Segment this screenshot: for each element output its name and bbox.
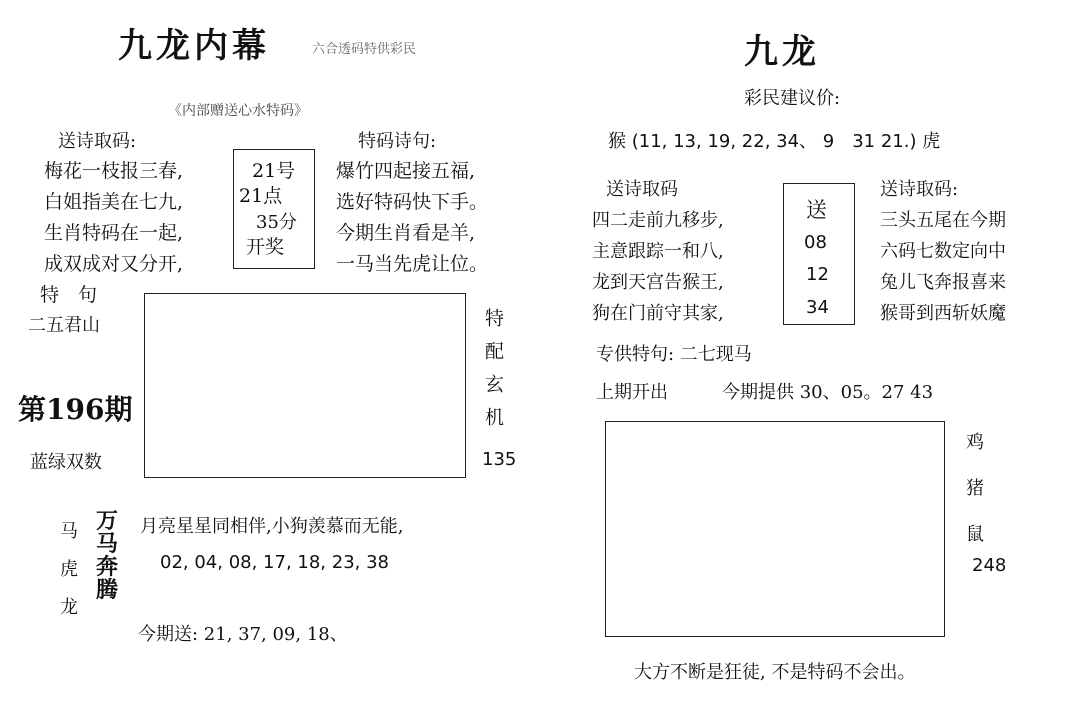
blue-green-label: 蓝绿双数 [30, 452, 102, 473]
box-line: 21点 [239, 185, 283, 207]
zodiac-item: 龙 [60, 597, 78, 618]
zodiac-item: 虎 [60, 559, 78, 580]
issue-number: 第196期 [18, 393, 133, 426]
poem-line: 今期生肖看是羊, [336, 222, 476, 244]
poem-line: 白姐指美在七九, [44, 191, 184, 213]
side-number: 135 [482, 449, 517, 470]
poem-line: 兔儿飞奔报喜来 [880, 272, 1006, 293]
send-line: 今期送: 21, 37, 09, 18、 [138, 624, 348, 645]
right-poem-left-label: 送诗取码 [606, 179, 678, 200]
zodiac-item: 鸡 [966, 432, 984, 453]
sketch-number: 04 [428, 307, 450, 327]
numbers-line: 02, 04, 08, 17, 18, 23, 38 [160, 552, 389, 573]
zodiac-item: 猪 [966, 478, 984, 499]
box-line: 送 [806, 198, 827, 222]
special-poem [336, 156, 488, 280]
wanma-label: 万马奔腾 [96, 508, 119, 603]
draw-time-box [233, 149, 315, 269]
zodiac-side-column [966, 420, 984, 558]
zodiac-column [60, 513, 78, 627]
poem-line: 生肖特码在一起, [44, 222, 184, 244]
poem-line: 龙到天宫告猴王, [592, 272, 724, 293]
monkey-line [608, 127, 940, 153]
poem-line: 六码七数定向中 [880, 241, 1006, 262]
box-line: 35分 [256, 212, 297, 233]
poem-line: 狗在门前守其家, [592, 303, 724, 324]
last-issue-label: 上期开出 [596, 382, 668, 403]
box-line: 开奖 [246, 236, 285, 258]
box-line: 08 [804, 232, 827, 253]
poem-line: 爆竹四起接五福, [336, 160, 476, 182]
right-poem-left [592, 205, 724, 329]
this-issue-line: 今期提供 30、05。27 43 [722, 382, 934, 403]
price-label: 彩民建议价: [744, 88, 841, 109]
side-vertical-label: 特配玄机 [482, 308, 504, 440]
left-title: 九龙内幕 [118, 26, 270, 66]
sketch-number: 03 [620, 610, 642, 630]
zodiac-item: 鼠 [966, 524, 984, 545]
sketch-number: 35 [152, 307, 174, 327]
left-poem-label: 送诗取码: [58, 131, 137, 152]
sketch-number: 27 [908, 605, 930, 625]
box-line: 21号 [252, 160, 296, 182]
zodiac-item: 马 [60, 521, 78, 542]
sketch-midline: 20 — 45 [764, 459, 856, 484]
monkey-line-end: 虎 [922, 131, 941, 152]
special-phrase: 二五君山 [28, 315, 100, 336]
sketch-number: 15 [618, 430, 640, 450]
monkey-line-start: 猴 [608, 131, 626, 152]
right-side-number: 248 [972, 555, 1007, 576]
poem-line: 四二走前九移步, [592, 210, 724, 231]
sketch-number: 17 [430, 453, 452, 473]
right-send-box [783, 183, 855, 325]
poem-line: 猴哥到西斩妖魔 [880, 303, 1006, 324]
sketch-number: 34 [912, 430, 934, 450]
moon-line: 月亮星星同相伴,小狗羡慕而无能, [140, 516, 404, 537]
poem-line: 一马当先虎让位。 [336, 253, 489, 275]
footer-line: 大方不断是狂徒, 不是特码不会出。 [634, 662, 916, 683]
box-line: 12 [806, 264, 829, 285]
special-label: 特 句 [40, 284, 98, 306]
left-title-note: 六合透码特供彩民 [312, 42, 417, 57]
special-line: 专供特句: 二七现马 [596, 344, 752, 365]
box-line: 34 [806, 297, 829, 318]
sketch-number: 31 [150, 453, 172, 473]
right-poem-label: 特码诗句: [358, 131, 437, 152]
left-subtitle: 《内部赠送心水特码》 [168, 103, 308, 119]
poem-line: 成双成对又分开, [44, 253, 184, 275]
poem-line: 梅花一枝报三春, [44, 160, 184, 182]
left-poem [44, 156, 183, 280]
poem-line: 三头五尾在今期 [880, 210, 1006, 231]
sketch-midline: 3—3—187 [182, 421, 281, 443]
poem-line: 主意跟踪一和八, [592, 241, 724, 262]
right-sketch-frame [605, 421, 945, 637]
right-poem-right-label: 送诗取码: [880, 179, 959, 200]
right-title: 九龙 [744, 32, 820, 72]
poem-line: 选好特码快下手。 [336, 191, 489, 213]
monkey-numbers: (11, 13, 19, 22, 34、 9 31 21.) [631, 131, 917, 152]
right-poem-right [880, 205, 1006, 329]
